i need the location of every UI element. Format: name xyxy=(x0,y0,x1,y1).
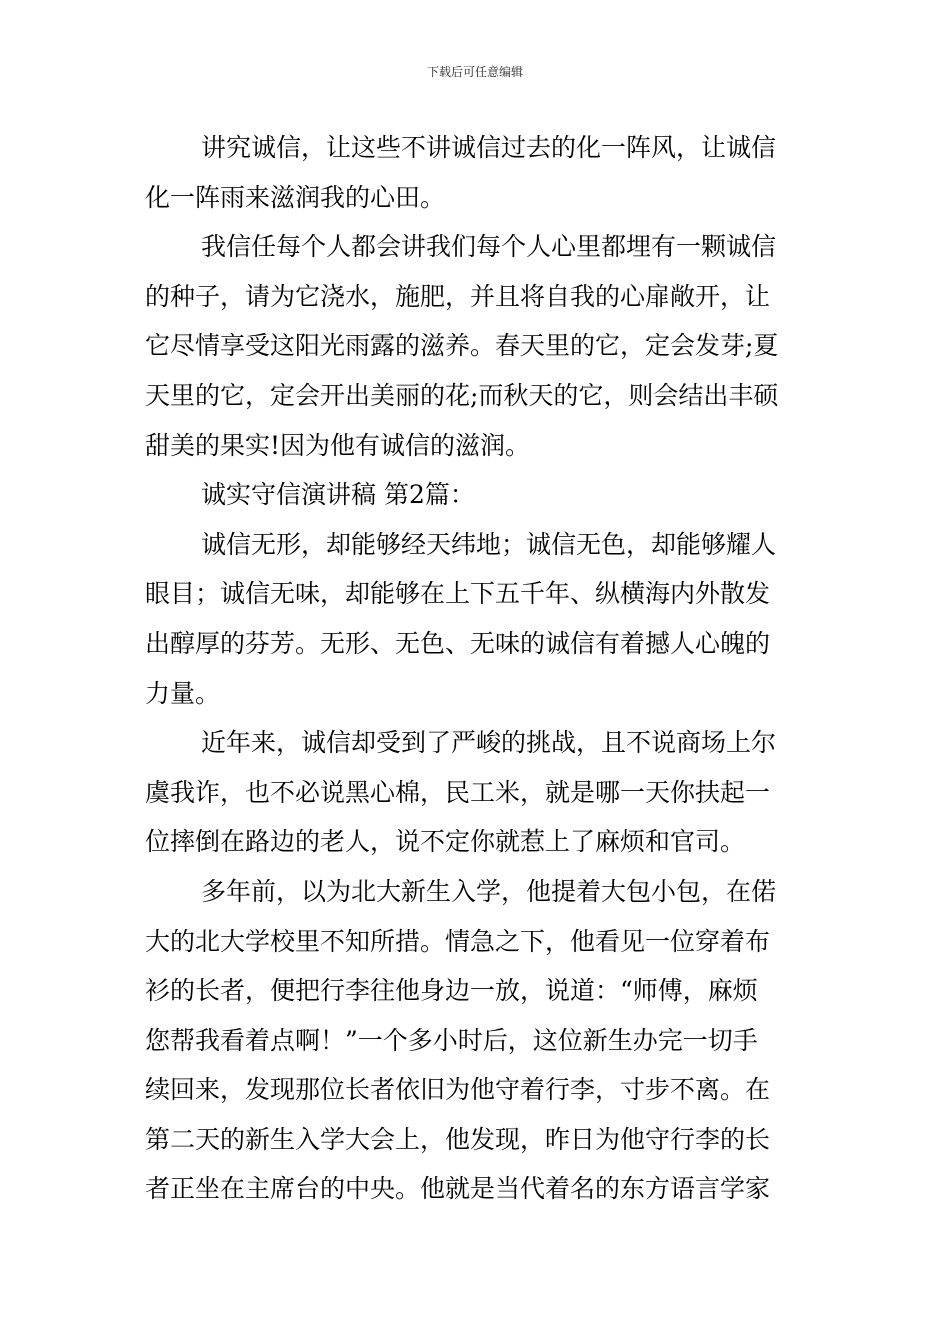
text-line: 者正坐在主席台的中央。他就是当代着名的东方语言学家 xyxy=(145,1174,771,1204)
text-line: 力量。 xyxy=(145,678,221,708)
text-line: 讲究诚信，让这些不讲诚信过去的化一阵风，让诚信 xyxy=(201,133,777,162)
text-line: 多年前，以为北大新生入学，他提着大包小包，在偌 xyxy=(201,876,777,906)
page-header: 下载后可任意编辑 xyxy=(426,65,523,79)
text-line: 甜美的果实!因为他有诚信的滋润。 xyxy=(145,430,531,460)
text-line: 它尽情享受这阳光雨露的滋养。春天里的它，定会发芽;夏 xyxy=(145,331,779,361)
text-line: 位摔倒在路边的老人，说不定你就惹上了麻烦和官司。 xyxy=(145,827,746,857)
text-line: 大的北大学校里不知所措。情急之下，他看见一位穿着布 xyxy=(145,926,771,956)
text-line: 续回来，发现那位长者依旧为他守着行李，寸步不离。在 xyxy=(145,1075,771,1105)
text-line: 天里的它，定会开出美丽的花;而秋天的它，则会结出丰硕 xyxy=(145,380,779,410)
text-line: 诚信无形，却能够经天纬地；诚信无色，却能够耀人 xyxy=(201,529,777,559)
section-heading: 诚实守信演讲稿 第2篇： xyxy=(201,480,475,510)
document-body xyxy=(145,123,815,1214)
text-line: 眼目；诚信无味，却能够在上下五千年、纵横海内外散发 xyxy=(145,579,771,609)
text-line: 第二天的新生入学大会上，他发现，昨日为他守行李的长 xyxy=(145,1124,771,1154)
text-line: 近年来，诚信却受到了严峻的挑战，且不说商场上尔 xyxy=(201,728,777,758)
text-line: 出醇厚的芬芳。无形、无色、无味的诚信有着撼人心魄的 xyxy=(145,628,771,658)
text-line: 衫的长者，便把行李往他身边一放，说道：“师傅，麻烦 xyxy=(145,976,758,1006)
text-line: 我信任每个人都会讲我们每个人心里都埋有一颗诚信 xyxy=(201,232,777,262)
text-line: 虞我诈，也不必说黑心棉，民工米，就是哪一天你扶起一 xyxy=(145,777,771,807)
text-line: 化一阵雨来滋润我的心田。 xyxy=(145,182,446,212)
text-line: 您帮我看着点啊！”一个多小时后，这位新生办完一切手 xyxy=(145,1025,758,1055)
text-line: 的种子，请为它浇水，施肥，并且将自我的心扉敞开，让 xyxy=(145,281,771,311)
